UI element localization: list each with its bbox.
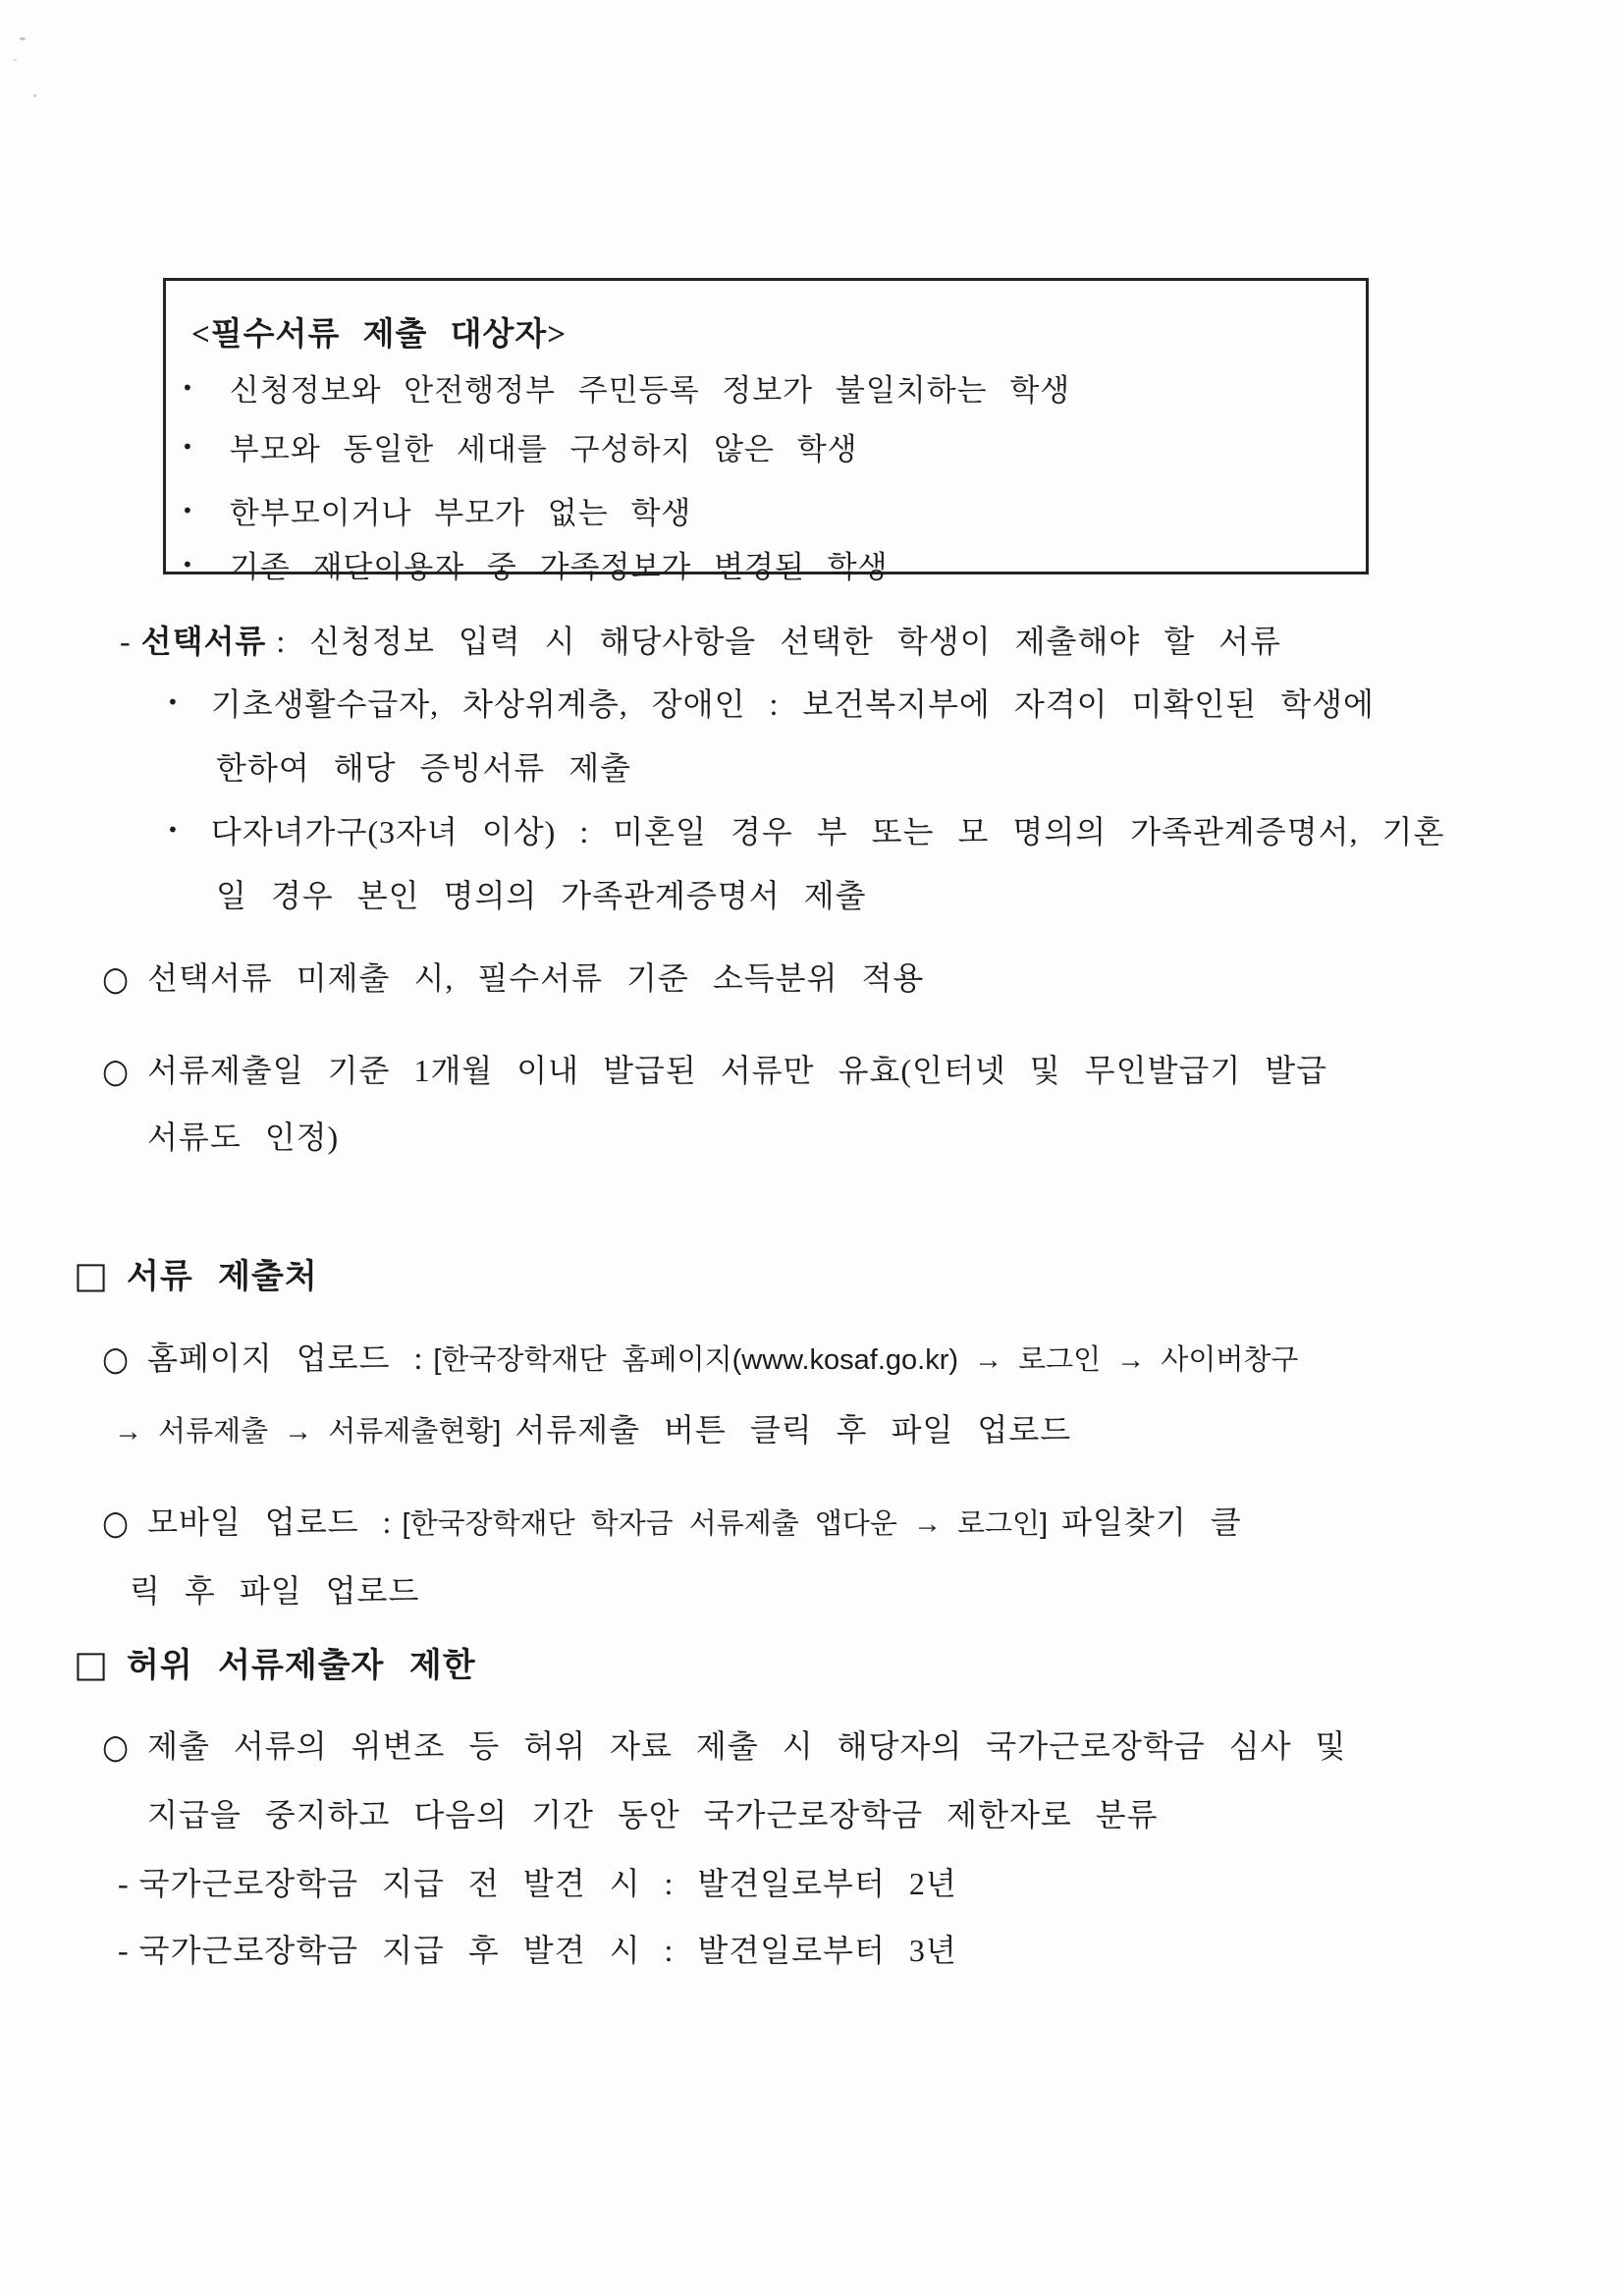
section-heading-submission (74, 1249, 318, 1297)
square-bullet-icon: □ (74, 1254, 109, 1296)
dash-marker: - (118, 1866, 130, 1901)
dash-marker: - (120, 624, 132, 659)
required-docs-box-title: <필수서류 제출 대상자> (191, 317, 568, 353)
required-docs-item (182, 424, 858, 468)
optional-docs-line (120, 622, 1281, 661)
submission-mobile-continuation: 릭 후 파일 업로드 (130, 1573, 420, 1609)
section-heading-fraud (74, 1638, 476, 1686)
note-continuation: 서류도 인정) (147, 1120, 340, 1155)
submission-mobile-path: [한국장학재단 학자금 서류제출 앱다운 → 로그인] (402, 1508, 1049, 1540)
optional-docs-label: 선택서류 (140, 624, 267, 659)
optional-sub-item-text: 다자녀가구(3자녀 이상) : 미혼일 경우 부 또는 모 명의의 가족관계증명서, 기혼 (210, 814, 1445, 849)
required-docs-item (182, 365, 1070, 410)
optional-sub-item-continuation: 한하여 해당 증빙서류 제출 (216, 750, 632, 786)
submission-mobile-line (102, 1503, 1242, 1543)
submission-web-path2: → 서류제출 → 서류제출현황] (114, 1416, 502, 1448)
fraud-body-line (102, 1726, 1346, 1767)
submission-web-path: [한국장학재단 홈페이지(www.kosaf.go.kr) → 로그인 → 사이버창구 (433, 1344, 1299, 1376)
note-text: 선택서류 미제출 시, 필수서류 기준 소득분위 적용 (147, 960, 925, 996)
optional-sub-item (167, 812, 1444, 851)
circle-bullet-icon: ○ (102, 1339, 131, 1379)
optional-docs-desc: : 신청정보 입력 시 해당사항을 선택한 학생이 제출해야 할 서류 (276, 624, 1282, 659)
submission-mobile-lead: 모바일 업로드 : (147, 1504, 393, 1540)
square-bullet-icon: □ (74, 1643, 109, 1685)
required-docs-item-text: 부모와 동일한 세대를 구성하지 않은 학생 (229, 432, 858, 466)
required-docs-item (182, 488, 691, 532)
optional-sub-item (167, 684, 1375, 724)
fraud-body-text: 제출 서류의 위변조 등 허위 자료 제출 시 해당자의 국가근로장학금 심사 및 (147, 1728, 1347, 1764)
note-line (102, 1051, 1327, 1091)
circle-bullet-icon: ○ (102, 1503, 131, 1543)
section-heading-text: 서류 제출처 (126, 1259, 318, 1295)
submission-web-line (102, 1339, 1298, 1379)
note-line (102, 958, 924, 999)
fraud-rule-line (118, 1931, 957, 1970)
required-docs-item-text: 기존 재단이용자 중 가족정보가 변경된 학생 (229, 550, 889, 584)
fraud-body-continuation: 지급을 중지하고 다음의 기간 동안 국가근로장학금 제한자로 분류 (147, 1797, 1159, 1832)
circle-bullet-icon: ○ (102, 959, 131, 999)
required-docs-item-text: 한부모이거나 부모가 없는 학생 (229, 496, 692, 530)
optional-sub-item-text: 기초생활수급자, 차상위계층, 장애인 : 보건복지부에 자격이 미확인된 학생에 (210, 686, 1375, 722)
bullet-icon: • (182, 553, 194, 576)
bullet-icon: • (182, 435, 194, 459)
note-text: 서류제출일 기준 1개월 이내 발급된 서류만 유효(인터넷 및 무인발급기 발급 (147, 1053, 1328, 1088)
optional-sub-item-continuation: 일 경우 본인 명의의 가족관계증명서 제출 (216, 878, 867, 913)
required-docs-box (163, 278, 1369, 584)
required-docs-item (182, 542, 889, 586)
submission-mobile-action: 파일찾기 클 (1061, 1504, 1242, 1540)
required-docs-item-text: 신청정보와 안전행정부 주민등록 정보가 불일치하는 학생 (229, 373, 1071, 408)
bullet-icon: • (167, 690, 180, 714)
submission-web-continuation (114, 1410, 1071, 1449)
section-heading-text: 허위 서류제출자 제한 (126, 1648, 476, 1684)
scan-speck (20, 37, 26, 40)
scan-speck (33, 94, 36, 97)
bullet-icon: • (182, 376, 194, 400)
bullet-icon: • (182, 499, 194, 522)
fraud-rule-line (118, 1864, 957, 1903)
submission-web-action: 서류제출 버튼 클릭 후 파일 업로드 (514, 1412, 1072, 1448)
bullet-icon: • (167, 818, 180, 842)
fraud-rule-text: 국가근로장학금 지급 후 발견 시 : 발견일로부터 3년 (138, 1933, 957, 1968)
fraud-rule-text: 국가근로장학금 지급 전 발견 시 : 발견일로부터 2년 (138, 1866, 957, 1901)
circle-bullet-icon: ○ (102, 1727, 131, 1767)
submission-web-lead: 홈페이지 업로드 : (147, 1340, 424, 1376)
scan-speck (14, 59, 17, 61)
dash-marker: - (118, 1933, 130, 1968)
circle-bullet-icon: ○ (102, 1052, 131, 1091)
